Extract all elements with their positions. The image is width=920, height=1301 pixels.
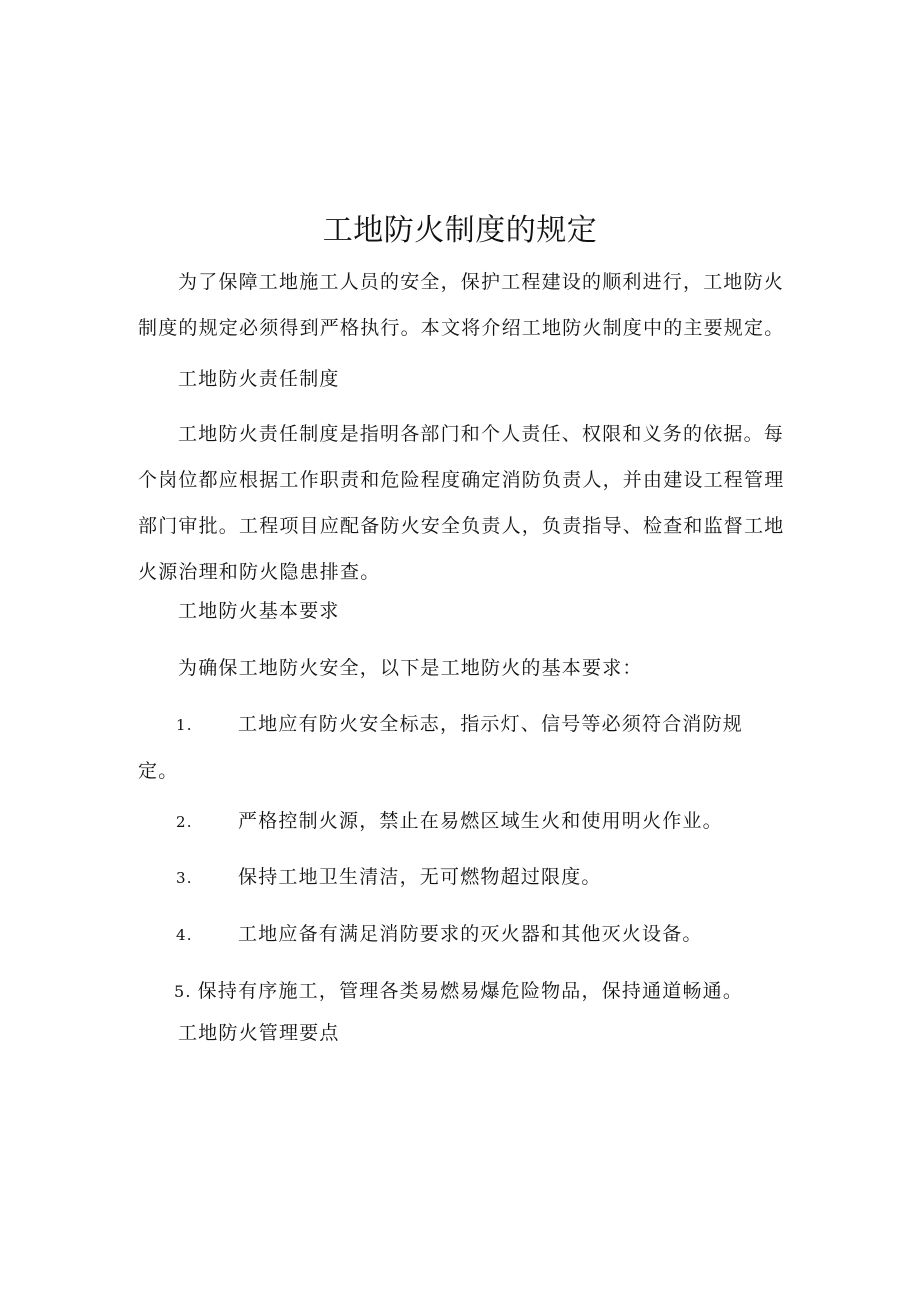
requirement-text: 工地应备有满足消防要求的灭火器和其他灭火设备。: [238, 923, 703, 945]
requirement-text: 保持有序施工，管理各类易燃易爆危险物品，保持通道畅通。: [197, 980, 744, 1002]
requirement-item-4: [138, 911, 778, 958]
section-heading-responsibility: 工地防火责任制度: [178, 368, 340, 390]
responsibility-paragraph: 工地防火责任制度是指明各部门和个人责任、权限和义务的依据。每个岗位都应根据工作职责和危险程度确定消防负责人，并由建设工程管理部门审批。工程项目应配备防火安全负责人，负责指导、检查和监督工地火源治理和防火隐患排查。: [138, 423, 785, 583]
requirement-number: 5.: [174, 982, 192, 1001]
section-heading-basic-requirements: 工地防火基本要求: [178, 600, 340, 622]
requirement-item-5: [174, 976, 743, 1007]
requirement-number: 3.: [176, 869, 193, 887]
requirements-lead: 为确保工地防火安全，以下是工地防火的基本要求：: [178, 657, 643, 679]
requirement-item-3: [138, 854, 778, 901]
document-title: 工地防火制度的规定: [322, 213, 598, 248]
requirement-text: 严格控制火源，禁止在易燃区域生火和使用明火作业。: [238, 810, 723, 832]
requirement-item-2: [138, 798, 778, 845]
requirement-text: 保持工地卫生清洁，无可燃物超过限度。: [238, 866, 602, 888]
requirement-item-1: [138, 701, 778, 794]
requirement-number: 1.: [176, 716, 193, 734]
intro-paragraph: 为了保障工地施工人员的安全，保护工程建设的顺利进行，工地防火制度的规定必须得到严格执行。本文将介绍工地防火制度中的主要规定。: [138, 271, 785, 339]
requirement-text: 工地应有防火安全标志，指示灯、信号等必须符合消防规定。: [138, 713, 744, 782]
requirement-number: 2.: [176, 813, 193, 831]
section-heading-management-points: 工地防火管理要点: [178, 1022, 340, 1044]
requirement-number: 4.: [176, 926, 193, 944]
